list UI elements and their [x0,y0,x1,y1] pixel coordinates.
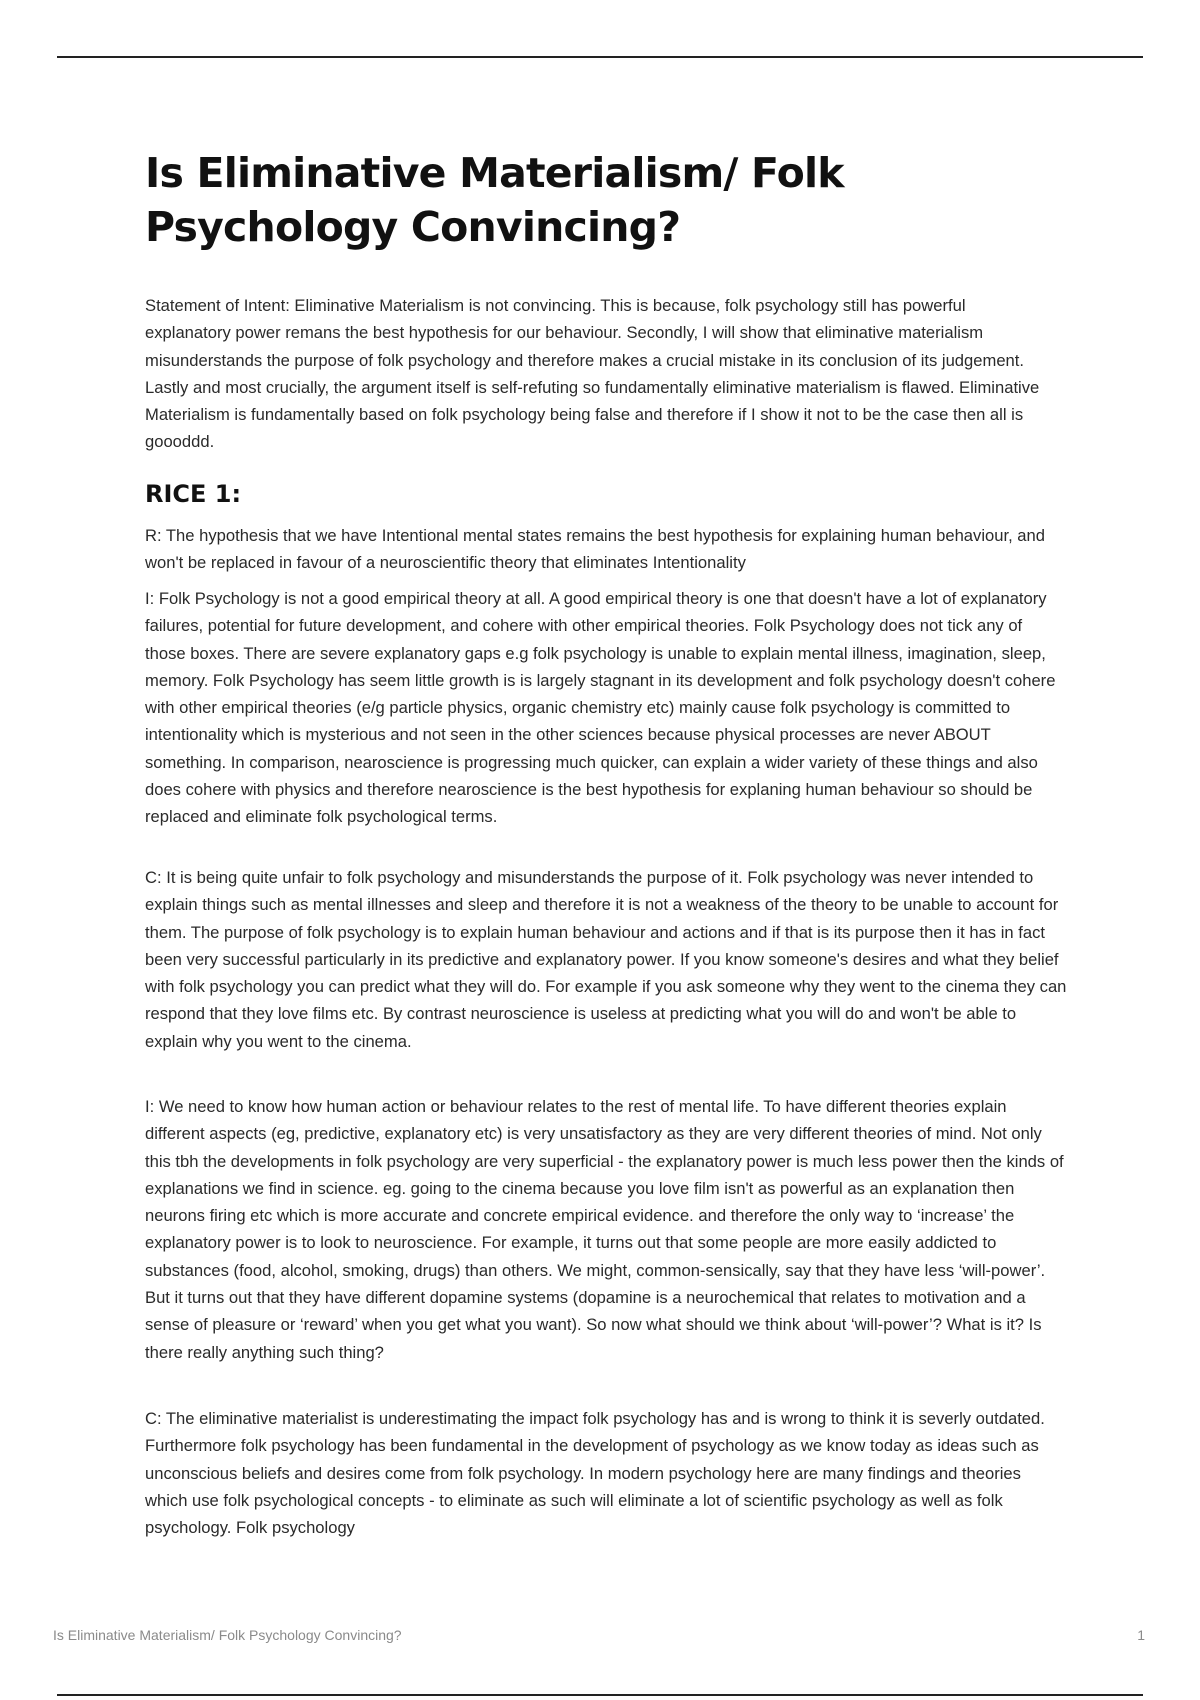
paragraph-counter-2: C: The eliminative materialist is underestimating the impact folk psychology has and is wrong to think it is severly outdated. Furthermore folk psychology has been fundamental in the development of psychology as we know today as ideas such as unconscious beliefs and desires come from folk psychology. In modern psychology here are many findings and theories which use folk psychological concepts - to eliminate as such will eliminate a lot of scientific psychology as well as folk psychology. Folk psychology [145,1409,1045,1538]
paragraph-interpretation-1: I: Folk Psychology is not a good empirical theory at all. A good empirical theory is one that doesn't have a lot of explanatory failures, potential for future development, and cohere with other empirical theories. Folk Psychology does not tick any of those boxes. There are severe explanatory gaps e.g folk psychology is unable to explain mental illness, imagination, sleep, memory. Folk Psychology has seem little growth is is largely stagnant in its development and folk psychology doesn't cohere with other empirical theories (e/g particle physics, organic chemistry etc) mainly cause folk psychology is committed to intentionality which is mysterious and not seen in the other sciences because physical processes are never ABOUT something. In comparison, nearoscience is progressing much quicker, can explain a wider variety of these things and also does cohere with physics and therefore nearoscience is the best hypothesis for explaning human behaviour so should be replaced and eliminate folk psychological terms. [145,589,1056,827]
section-heading: RICE 1: [145,480,242,508]
paragraph-reason: R: The hypothesis that we have Intentional mental states remains the best hypothesis for explaining human behaviour, and won't be replaced in favour of a neuroscientific theory that eliminates Intentionality [145,526,1045,573]
document-title: Is Eliminative Materialism/ Folk Psychology Convincing? [145,149,844,251]
paragraph-counter-1: C: It is being quite unfair to folk psychology and misunderstands the purpose of it. Folk psychology was never intended to explain things such as mental illnesses and sleep and therefore it is not a weakness of the theory to be unable to account for them. The purpose of folk psychology is to explain human behaviour and actions and if that is its purpose then it has in fact been very successful particularly in its predictive and explanatory power. If you know someone's desires and what they belief with folk psychology you can predict what they will do. For example if you ask someone why they went to the cinema they can respond that they love films etc. By contrast neuroscience is useless at predicting what you will do and won't be able to explain why you went to the cinema. [145,868,1067,1051]
top-rule [57,56,1143,58]
statement-of-intent: Statement of Intent: Eliminative Materialism is not convincing. This is because, folk psychology still has powerful explanatory power remans the best hypothesis for our behaviour. Secondly, I will show that eliminative materialism misunderstands the purpose of folk psychology and therefore makes a crucial mistake in its conclusion of its judgement. Lastly and most crucially, the argument itself is self-refuting so fundamentally eliminative materialism is flawed. Eliminative Materialism is fundamentally based on folk psychology being false and therefore if I show it not to be the case then all is goooddd. [145,296,1040,452]
document-body [145,146,1067,1538]
bottom-rule [57,1694,1143,1696]
footer-title: Is Eliminative Materialism/ Folk Psychology Convincing? [53,1627,402,1643]
paragraph-interpretation-2: I: We need to know how human action or behaviour relates to the rest of mental life. To have different theories explain different aspects (eg, predictive, explanatory etc) is very unsatisfactory as they are very different theories of mind. Not only this tbh the developments in folk psychology are very superficial - the explanatory power is much less power then the kinds of explanations we find in science. eg. going to the cinema because you love film isn't as powerful as an explanation then neurons firing etc which is more accurate and concrete empirical evidence. and therefore the only way to ‘increase’ the explanatory power is to look to neuroscience. For example, it turns out that some people are more easily addicted to substances (food, alcohol, smoking, drugs) than others. We might, common-sensically, say that they have less ‘will-power’. But it turns out that they have different dopamine systems (dopamine is a neurochemical that relates to motivation and a sense of pleasure or ‘reward’ when you get what you want). So now what should we think about ‘will-power’? What is it? Is there really anything such thing? [145,1097,1064,1362]
page-number: 1 [1137,1627,1145,1643]
